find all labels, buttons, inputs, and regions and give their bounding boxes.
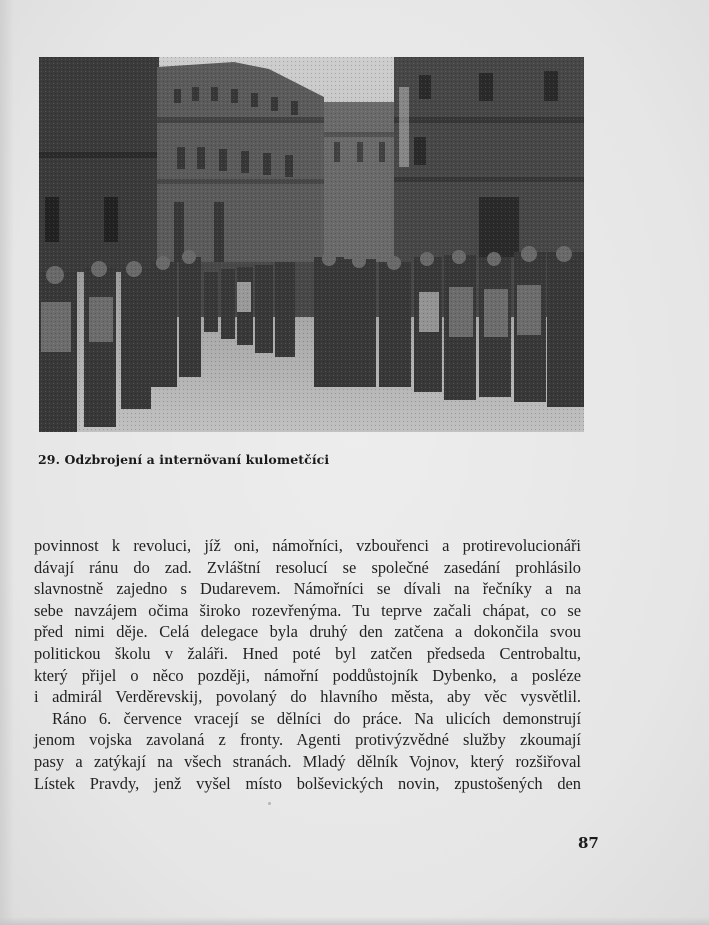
figure-photograph: [39, 57, 584, 432]
text-line: povinnost k revoluci, jíž oni, námořníci, vzbouřenci a protirevolucionáři: [34, 536, 581, 555]
page-number: 87: [578, 834, 599, 852]
text-line: který přijel o něco později, námořní poddůstojník Dybenko, a posléze: [34, 665, 581, 685]
paper-speck: [268, 802, 271, 805]
photo-illustration: [39, 57, 584, 432]
text-line: politickou školu v žaláři. Hned poté byl zatčen předseda Centrobaltu,: [34, 643, 581, 663]
text-line: jenom vojska zavolaná z fronty. Agenti protivýzvědné služby zkoumají: [34, 730, 581, 750]
body-text: [34, 535, 581, 794]
text-line: i admirál Verděrevskij, povolaný do hlavního města, aby věc vysvětlil.: [34, 687, 581, 707]
page-bottom-edge: [0, 917, 709, 925]
page-gutter-shadow: [0, 0, 14, 925]
text-line: sebe navzájem očima široko rozevřenýma. Tu teprve začali chápat, co se: [34, 600, 581, 620]
text-line: Lístek Pravdy, jenž vyšel místo bolševických novin, zpustošených den: [34, 773, 581, 793]
text-line: slavnostně zajedno s Dudarevem. Námořníci se dívali na řečníky a na: [34, 579, 581, 599]
text-line: před nimi děje. Celá delegace byla druhý den zatčena a dokončila svou: [34, 622, 581, 642]
text-line: pasy a zatýkají na všech stranách. Mladý dělník Vojnov, který rozšiřoval: [34, 751, 581, 771]
text-line: dávají ránu do zad. Zvláštní resolucí se společné zasedání prohlásilo: [34, 557, 581, 577]
figure-caption: 29. Odzbrojení a internövaní kulometčíci: [38, 452, 330, 467]
text-line-paragraph-start: Ráno 6. července vracejí se dělníci do práce. Na ulicích demonstrují: [52, 708, 581, 728]
